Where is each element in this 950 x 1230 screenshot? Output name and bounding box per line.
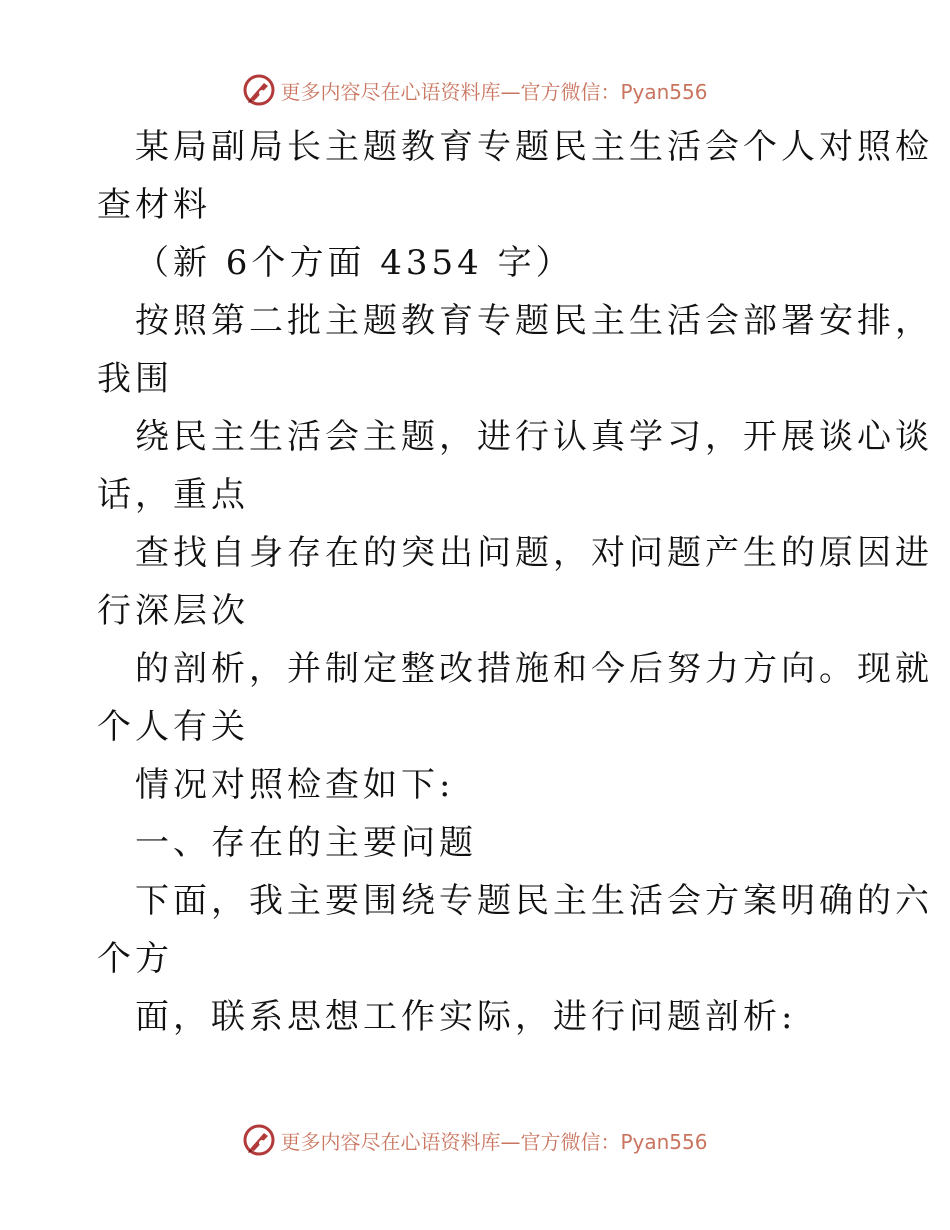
document-body <box>97 118 933 1046</box>
paragraph-line: 的剖析，并制定整改措施和今后努力方向。现就 <box>135 649 933 689</box>
paragraph-line: 我围 <box>97 359 173 399</box>
paragraph-line: 下面，我主要围绕专题民主生活会方案明确的六 <box>135 881 933 921</box>
paragraph-line: 话，重点 <box>97 475 249 515</box>
paragraph-line: 个人有关 <box>97 707 249 747</box>
section-heading: 一、存在的主要问题 <box>135 823 477 863</box>
paragraph-line: 查找自身存在的突出问题，对问题产生的原因进 <box>135 533 933 573</box>
paragraph-line: 绕民主生活会主题，进行认真学习，开展谈心谈 <box>135 417 933 457</box>
paragraph-line: 面，联系思想工作实际，进行问题剖析: <box>135 997 797 1037</box>
document-subtitle: （新 6个方面 4354 字） <box>135 243 574 283</box>
footer-banner <box>0 1120 950 1160</box>
document-title-line-2: 查材料 <box>97 185 211 225</box>
pen-circle-logo-icon <box>242 73 276 107</box>
header-banner <box>0 70 950 110</box>
pen-circle-logo-icon <box>242 1123 276 1157</box>
document-title-line-1: 某局副局长主题教育专题民主生活会个人对照检 <box>135 127 933 167</box>
header-banner-text: 更多内容尽在心语资料库—官方微信：Pyan556 <box>280 79 708 104</box>
paragraph-line: 个方 <box>97 939 173 979</box>
paragraph-line: 情况对照检查如下: <box>135 765 455 805</box>
paragraph-line: 行深层次 <box>97 591 249 631</box>
paragraph-line: 按照第二批主题教育专题民主生活会部署安排， <box>135 301 933 341</box>
footer-banner-text: 更多内容尽在心语资料库—官方微信：Pyan556 <box>280 1129 708 1154</box>
